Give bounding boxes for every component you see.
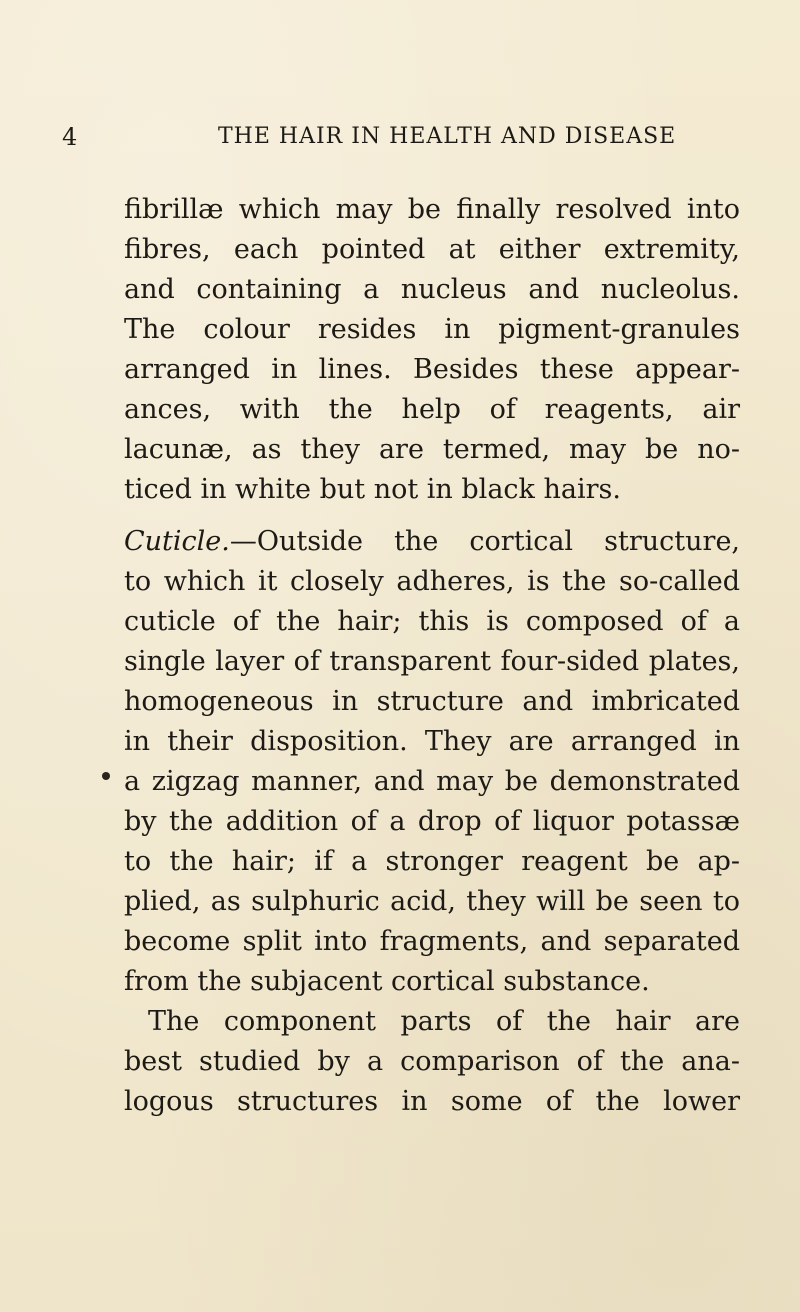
running-head bbox=[62, 119, 677, 155]
margin-mark bbox=[102, 772, 110, 780]
text-line: plied, as sulphuric acid, they will be seen to bbox=[124, 886, 740, 917]
text-line: ticed in white but not in black hairs. bbox=[124, 474, 621, 505]
text-line: best studied by a comparison of the ana- bbox=[124, 1046, 740, 1077]
text-line: fibrillæ which may be finally resolved into bbox=[124, 194, 740, 225]
text-line: ances, with the help of reagents, air bbox=[124, 394, 740, 425]
page-number: 4 bbox=[62, 123, 78, 151]
section-heading: Cuticle. bbox=[124, 526, 230, 557]
text-line-with-heading bbox=[124, 522, 740, 562]
running-title: THE HAIR IN HEALTH AND DISEASE bbox=[218, 124, 677, 149]
text-line: from the subjacent cortical substance. bbox=[124, 966, 650, 997]
text-line-fragment: —Outside the cortical structure, bbox=[229, 526, 740, 557]
text-line: and containing a nucleus and nucleolus. bbox=[124, 274, 740, 305]
text-line: by the addition of a drop of liquor potassæ bbox=[124, 806, 740, 837]
paragraph-1 bbox=[124, 190, 740, 510]
body-text bbox=[124, 190, 740, 1122]
text-line: a zigzag manner, and may be demonstrated bbox=[124, 766, 740, 797]
text-line: to the hair; if a stronger reagent be ap- bbox=[124, 846, 740, 877]
paragraph-2 bbox=[124, 522, 740, 1002]
text-line: in their disposition. They are arranged in bbox=[124, 726, 740, 757]
text-line: to which it closely adheres, is the so-called bbox=[124, 566, 740, 597]
text-line: become split into fragments, and separated bbox=[124, 926, 740, 957]
text-line: single layer of transparent four-sided plates, bbox=[124, 646, 740, 677]
text-line: cuticle of the hair; this is composed of a bbox=[124, 606, 740, 637]
text-line: homogeneous in structure and imbricated bbox=[124, 686, 740, 717]
text-line: The colour resides in pigment-granules bbox=[124, 314, 740, 345]
text-line: arranged in lines. Besides these appear- bbox=[124, 354, 740, 385]
text-line: logous structures in some of the lower bbox=[124, 1086, 740, 1117]
paragraph-3 bbox=[124, 1002, 740, 1122]
text-line: fibres, each pointed at either extremity, bbox=[124, 234, 740, 265]
text-line: The component parts of the hair are bbox=[148, 1006, 740, 1037]
text-line: lacunæ, as they are termed, may be no- bbox=[124, 434, 740, 465]
